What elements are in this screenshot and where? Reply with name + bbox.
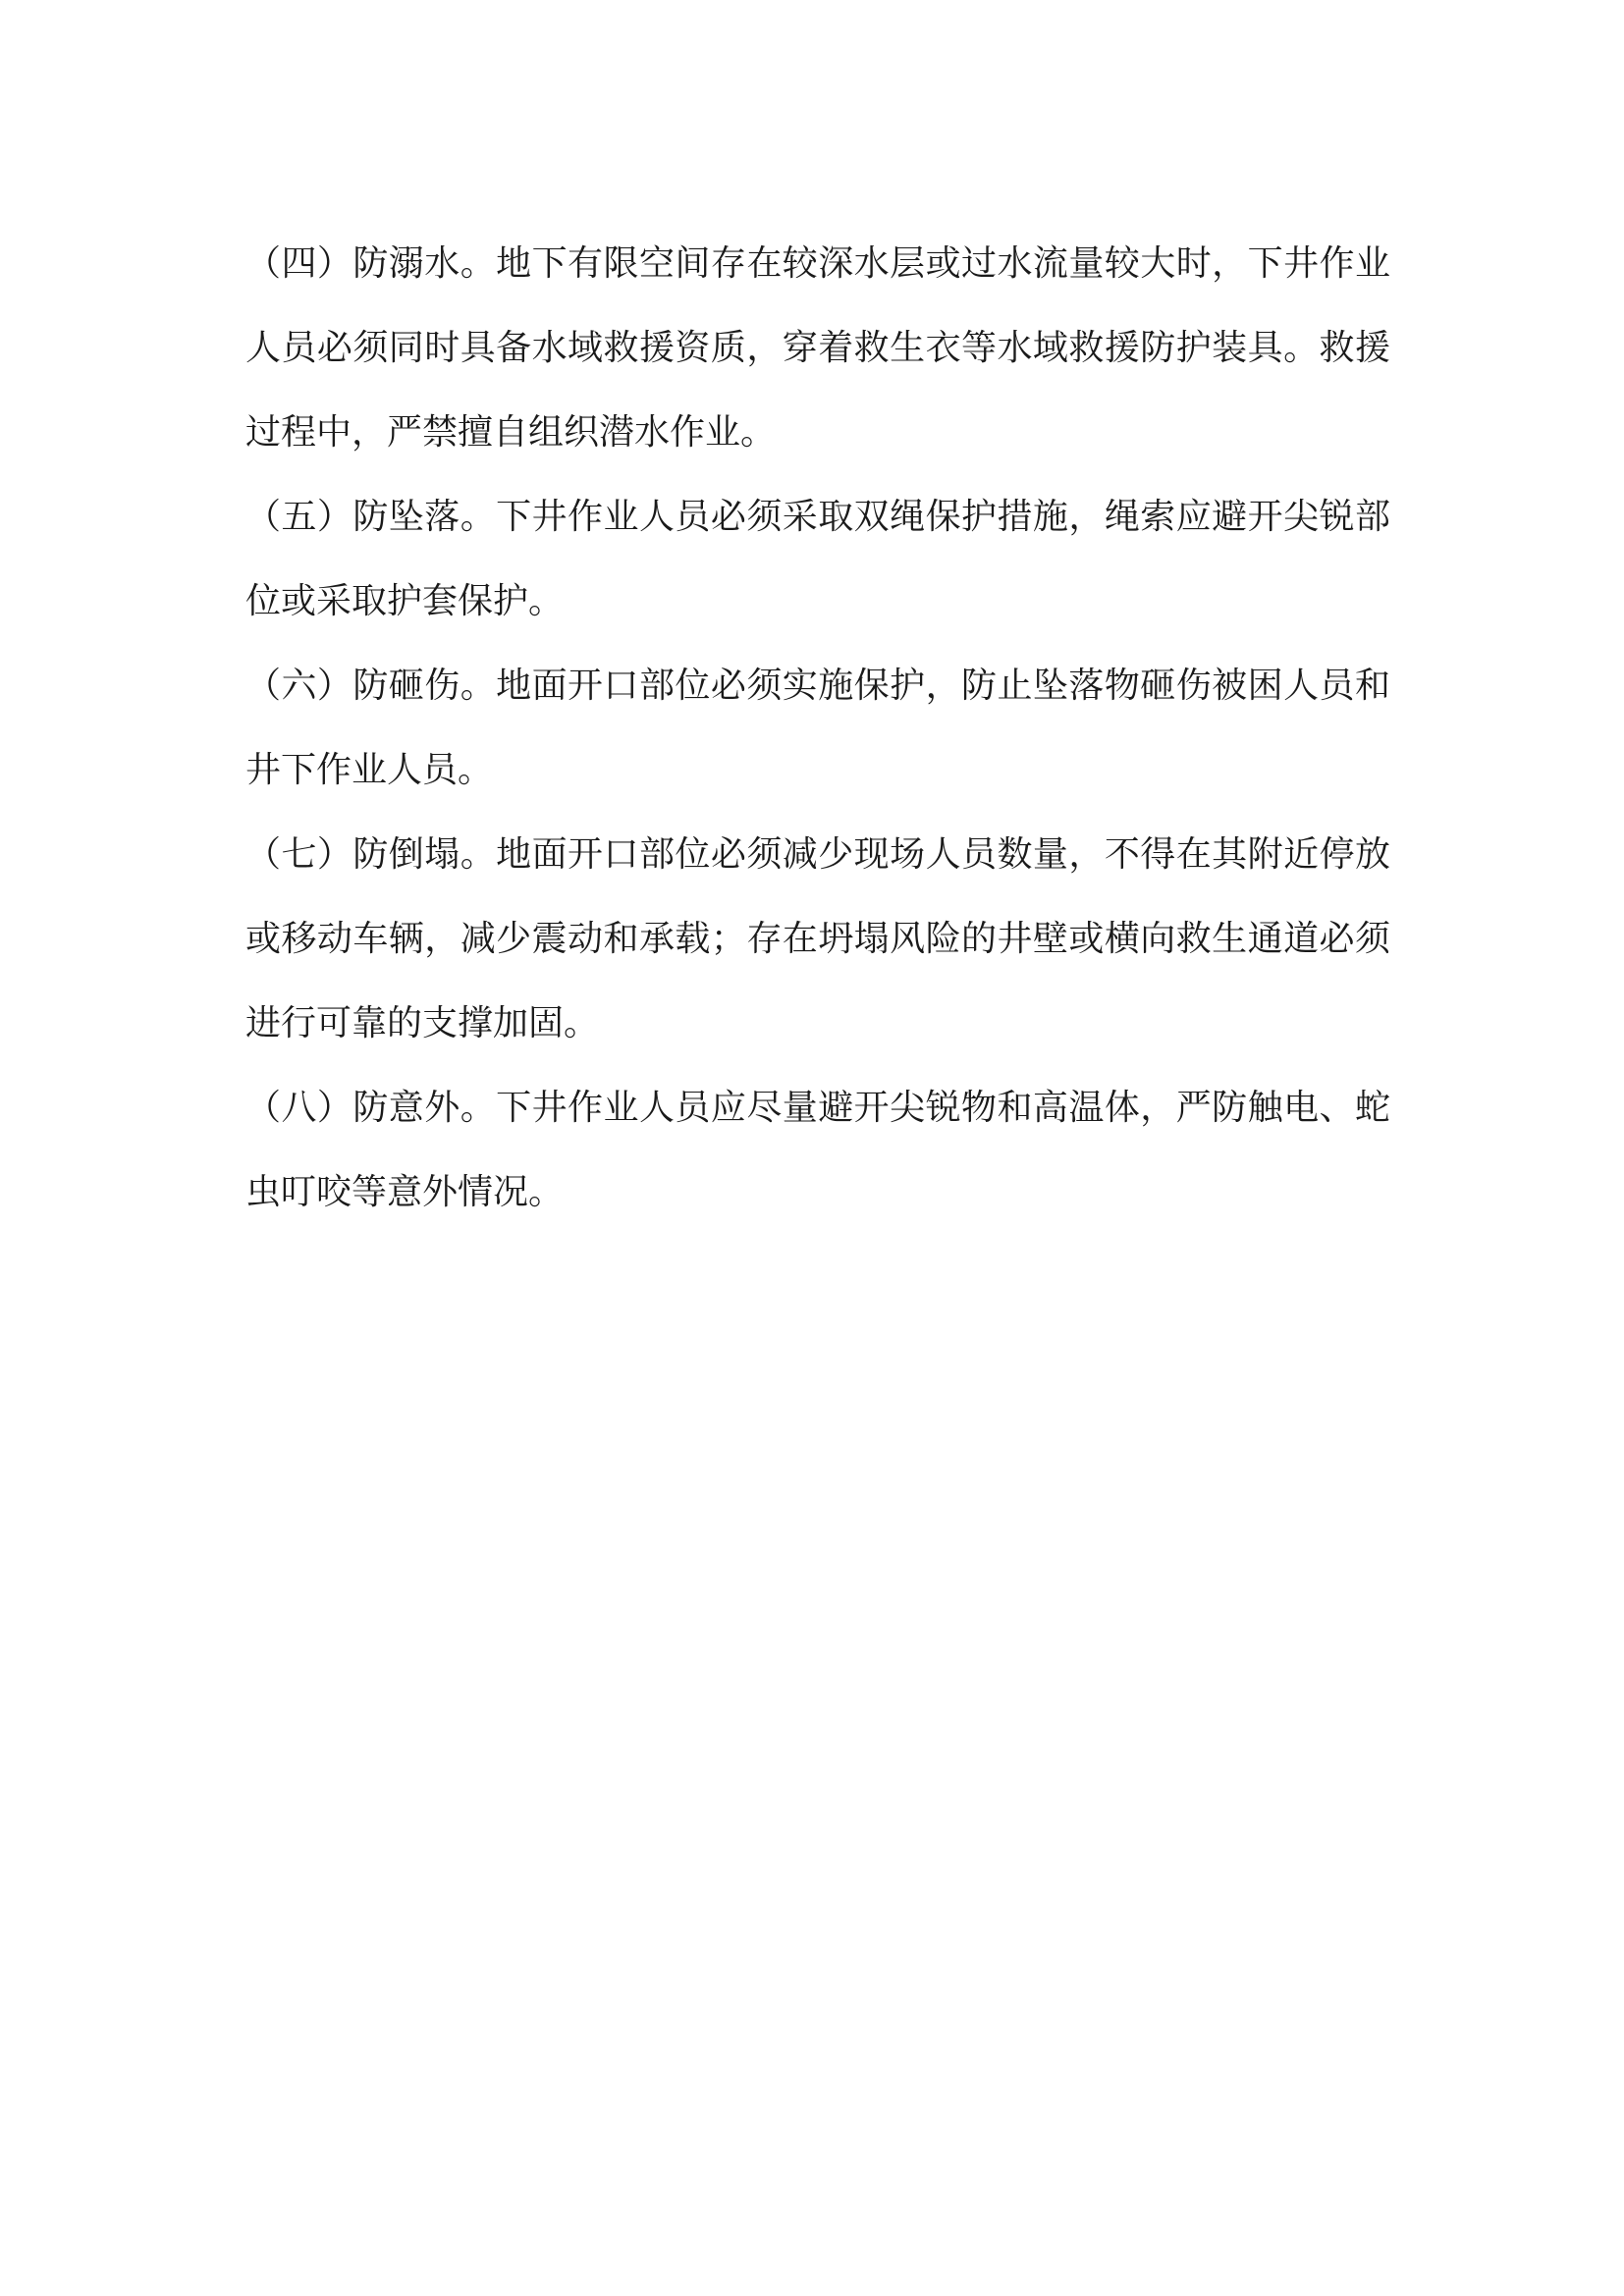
paragraph-falling-object-prevention: （六）防砸伤。地面开口部位必须实施保护，防止坠落物砸伤被困人员和井下作业人员。 <box>245 666 1390 790</box>
paragraph-fall-prevention: （五）防坠落。下井作业人员必须采取双绳保护措施，绳索应避开尖锐部位或采取护套保护。 <box>245 497 1390 621</box>
document-body <box>245 222 1390 1235</box>
paragraph-drowning-prevention: （四）防溺水。地下有限空间存在较深水层或过水流量较大时，下井作业人员必须同时具备水域救援资质，穿着救生衣等水域救援防护装具。救援过程中，严禁擅自组织潜水作业。 <box>245 243 1390 453</box>
paragraph-collapse-prevention: （七）防倒塌。地面开口部位必须减少现场人员数量，不得在其附近停放或移动车辆，减少震动和承载；存在坍塌风险的井壁或横向救生通道必须进行可靠的支撑加固。 <box>245 834 1390 1043</box>
paragraph-accident-prevention: （八）防意外。下井作业人员应尽量避开尖锐物和高温体，严防触电、蛇虫叮咬等意外情况。 <box>245 1088 1390 1212</box>
